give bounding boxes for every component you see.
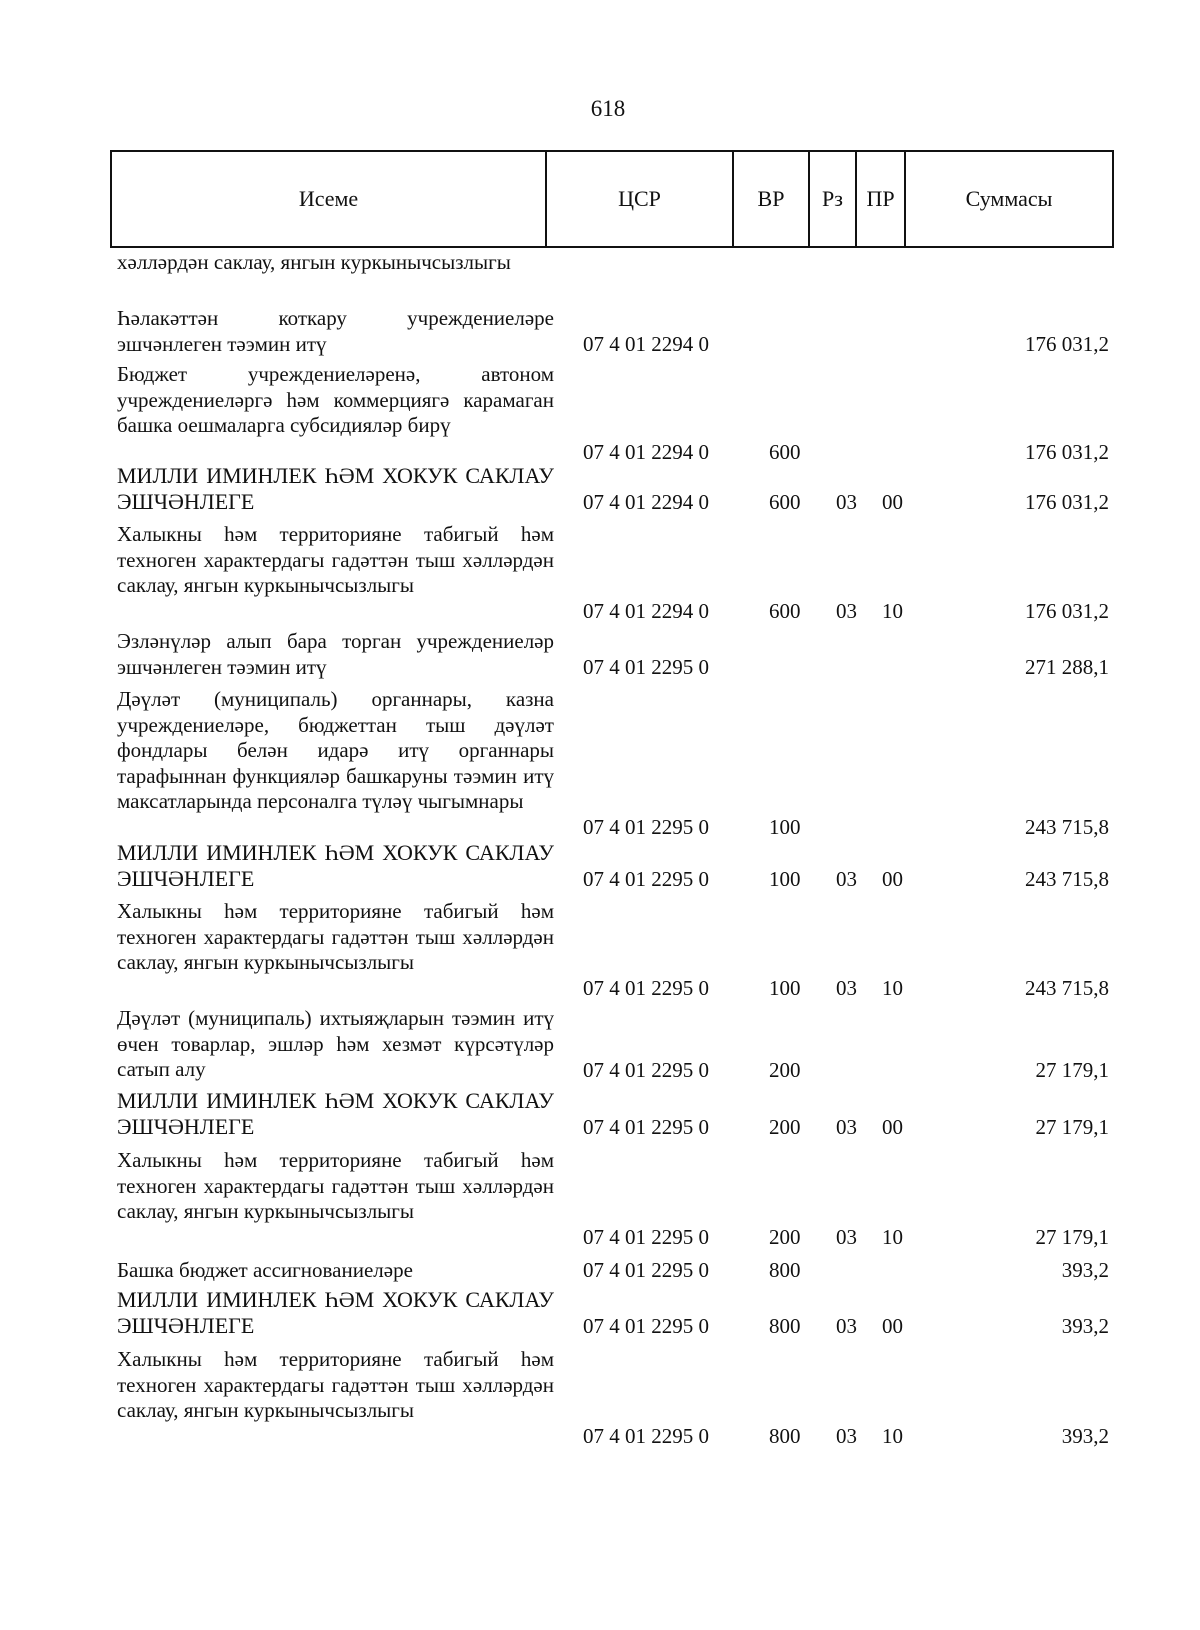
row-name: Бюджет учреждениеләренә, автоном учреждениеләргә һәм коммерциягә карамаган башка оешмаларга субсидияләр бирү (117, 362, 554, 437)
table-row (0, 1148, 1200, 1250)
row-name: Башка бюджет ассигнованиеләре (117, 1258, 413, 1282)
row-sum: 393,2 (1061, 1314, 1109, 1338)
table-header (110, 150, 1114, 248)
table-row (0, 522, 1200, 624)
row-sum: 176 031,2 (1025, 332, 1109, 356)
header-name: Исеме (112, 152, 547, 246)
table-row (0, 306, 1200, 357)
header-vr: ВР (734, 152, 810, 246)
row-rz: 03 (836, 1314, 857, 1338)
row-vr: 100 (769, 815, 801, 839)
row-sum: 393,2 (1061, 1424, 1109, 1448)
table-row (0, 1006, 1200, 1084)
table-row (0, 362, 1200, 464)
row-name: Халыкны һәм территорияне табигый һәм техноген характердагы гадәттән тыш хәлләрдән саклау, янгын куркынычсызлыгы (117, 522, 554, 597)
header-csr: ЦСР (547, 152, 734, 246)
row-csr: 07 4 01 2295 0 (583, 815, 709, 839)
row-vr: 200 (769, 1058, 801, 1082)
table-row (0, 629, 1200, 680)
row-rz: 03 (836, 1225, 857, 1249)
row-pr: 00 (882, 490, 903, 514)
row-vr: 200 (769, 1115, 801, 1139)
row-sum: 27 179,1 (1035, 1058, 1109, 1082)
row-sum: 271 288,1 (1025, 655, 1109, 679)
row-csr: 07 4 01 2295 0 (583, 1258, 709, 1282)
row-name: Халыкны һәм территорияне табигый һәм техноген характердагы гадәттән тыш хәлләрдән саклау, янгын куркынычсызлыгы (117, 899, 554, 974)
row-sum: 243 715,8 (1025, 976, 1109, 1000)
row-name: Эзләнүләр алып бара торган учреждениеләр эшчәнлеген тәэмин итү (117, 629, 554, 679)
row-rz: 03 (836, 1424, 857, 1448)
table-row (0, 250, 1200, 299)
row-pr: 10 (882, 976, 903, 1000)
table-row (0, 1088, 1200, 1142)
row-csr: 07 4 01 2295 0 (583, 1314, 709, 1338)
row-pr: 00 (882, 1115, 903, 1139)
row-vr: 600 (769, 490, 801, 514)
row-sum: 243 715,8 (1025, 867, 1109, 891)
row-name: Дәүләт (муниципаль) ихтыяҗларын тәэмин итү өчен товарлар, эшләр һәм хезмәт күрсәтүләр сатып алу (117, 1006, 554, 1081)
row-csr: 07 4 01 2294 0 (583, 599, 709, 623)
row-rz: 03 (836, 490, 857, 514)
table-row (0, 1347, 1200, 1449)
row-csr: 07 4 01 2295 0 (583, 1225, 709, 1249)
table-row (0, 1258, 1200, 1284)
row-vr: 800 (769, 1424, 801, 1448)
table-row (0, 899, 1200, 1001)
row-vr: 600 (769, 440, 801, 464)
row-vr: 800 (769, 1314, 801, 1338)
row-pr: 10 (882, 599, 903, 623)
row-rz: 03 (836, 867, 857, 891)
row-name: МИЛЛИ ИМИНЛЕК ҺӘМ ХОКУК САКЛАУ ЭШЧӘНЛЕГЕ (117, 1287, 554, 1338)
row-name: Халыкны һәм территорияне табигый һәм техноген характердагы гадәттән тыш хәлләрдән саклау, янгын куркынычсызлыгы (117, 1347, 554, 1422)
row-csr: 07 4 01 2294 0 (583, 332, 709, 356)
row-sum: 27 179,1 (1035, 1115, 1109, 1139)
row-vr: 100 (769, 867, 801, 891)
row-sum: 176 031,2 (1025, 440, 1109, 464)
row-csr: 07 4 01 2295 0 (583, 1115, 709, 1139)
row-csr: 07 4 01 2294 0 (583, 440, 709, 464)
row-name: Һәлакәттән коткару учреждениеләре эшчәнлеген тәэмин итү (117, 306, 554, 356)
row-name: МИЛЛИ ИМИНЛЕК ҺӘМ ХОКУК САКЛАУ ЭШЧӘНЛЕГЕ (117, 840, 554, 891)
row-pr: 00 (882, 867, 903, 891)
row-csr: 07 4 01 2295 0 (583, 976, 709, 1000)
row-pr: 10 (882, 1225, 903, 1249)
row-rz: 03 (836, 599, 857, 623)
table-row (0, 687, 1200, 841)
row-vr: 100 (769, 976, 801, 1000)
header-pr: ПР (857, 152, 906, 246)
row-rz: 03 (836, 1115, 857, 1139)
row-csr: 07 4 01 2295 0 (583, 867, 709, 891)
table-row (0, 463, 1200, 517)
row-name: Халыкны һәм территорияне табигый һәм техноген характердагы гадәттән тыш хәлләрдән саклау, янгын куркынычсызлыгы (117, 1148, 554, 1223)
row-sum: 243 715,8 (1025, 815, 1109, 839)
row-csr: 07 4 01 2295 0 (583, 1424, 709, 1448)
row-name: МИЛЛИ ИМИНЛЕК ҺӘМ ХОКУК САКЛАУ ЭШЧӘНЛЕГЕ (117, 463, 554, 514)
row-csr: 07 4 01 2294 0 (583, 490, 709, 514)
row-rz: 03 (836, 976, 857, 1000)
row-sum: 393,2 (1061, 1258, 1109, 1282)
row-name: хәлләрдән саклау, янгын куркынычсызлыгы (117, 250, 511, 274)
header-sum: Суммасы (965, 186, 1053, 211)
row-vr: 200 (769, 1225, 801, 1249)
row-vr: 800 (769, 1258, 801, 1282)
row-pr: 00 (882, 1314, 903, 1338)
row-vr: 600 (769, 599, 801, 623)
row-sum: 176 031,2 (1025, 490, 1109, 514)
row-sum: 27 179,1 (1035, 1225, 1109, 1249)
table-row (0, 1287, 1200, 1341)
row-name: МИЛЛИ ИМИНЛЕК ҺӘМ ХОКУК САКЛАУ ЭШЧӘНЛЕГЕ (117, 1088, 554, 1139)
row-pr: 10 (882, 1424, 903, 1448)
header-rz: Рз (810, 152, 857, 246)
page-number: 618 (590, 96, 626, 121)
table-row (0, 840, 1200, 894)
row-sum: 176 031,2 (1025, 599, 1109, 623)
row-name: Дәүләт (муниципаль) органнары, казна учреждениеләре, бюджеттан тыш дәүләт фондлары белән идарә итү органнары тарафыннан функцияләр башкаруны тәэмин итү максатларында персоналга түләү чыгымнары (117, 687, 554, 813)
row-csr: 07 4 01 2295 0 (583, 655, 709, 679)
row-csr: 07 4 01 2295 0 (583, 1058, 709, 1082)
